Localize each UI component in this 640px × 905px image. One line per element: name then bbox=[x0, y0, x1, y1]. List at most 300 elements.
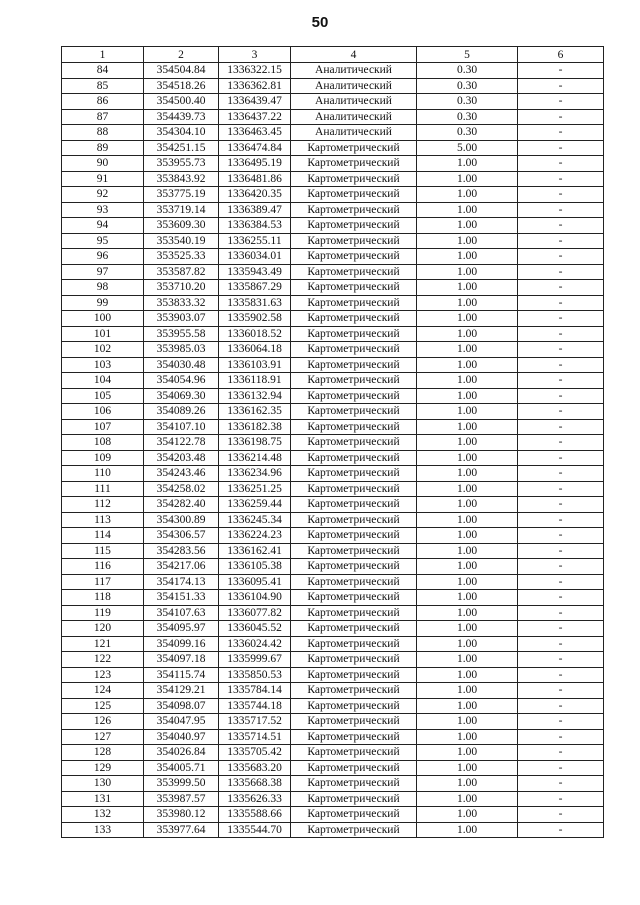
table-cell: 130 bbox=[62, 776, 144, 792]
table-cell: 123 bbox=[62, 667, 144, 683]
table-cell: - bbox=[518, 698, 604, 714]
table-cell: 1335850.53 bbox=[219, 667, 291, 683]
table-cell: Картометрический bbox=[291, 481, 417, 497]
table-cell: - bbox=[518, 621, 604, 637]
table-row bbox=[62, 264, 604, 280]
table-cell: 354304.10 bbox=[144, 125, 219, 141]
table-cell: 1.00 bbox=[417, 543, 518, 559]
table-cell: 354283.56 bbox=[144, 543, 219, 559]
table-cell: 90 bbox=[62, 156, 144, 172]
table-cell: 354089.26 bbox=[144, 404, 219, 420]
table-cell: 1336255.11 bbox=[219, 233, 291, 249]
table-row bbox=[62, 807, 604, 823]
table-cell: 353833.32 bbox=[144, 295, 219, 311]
table-cell: - bbox=[518, 419, 604, 435]
table-row bbox=[62, 745, 604, 761]
table-cell: 1.00 bbox=[417, 683, 518, 699]
table-cell: 1336103.91 bbox=[219, 357, 291, 373]
table-cell: 119 bbox=[62, 605, 144, 621]
table-cell: 1336495.19 bbox=[219, 156, 291, 172]
table-cell: 1.00 bbox=[417, 590, 518, 606]
table-cell: - bbox=[518, 125, 604, 141]
table-cell: 1336481.86 bbox=[219, 171, 291, 187]
table-cell: 353955.73 bbox=[144, 156, 219, 172]
table-cell: Картометрический bbox=[291, 249, 417, 265]
table-row bbox=[62, 78, 604, 94]
table-cell: 1335683.20 bbox=[219, 760, 291, 776]
table-cell: 354439.73 bbox=[144, 109, 219, 125]
table-cell: - bbox=[518, 481, 604, 497]
table-cell: 1.00 bbox=[417, 481, 518, 497]
table-cell: 354243.46 bbox=[144, 466, 219, 482]
table-row bbox=[62, 776, 604, 792]
table-cell: 131 bbox=[62, 791, 144, 807]
table-cell: 101 bbox=[62, 326, 144, 342]
table-cell: 97 bbox=[62, 264, 144, 280]
table-cell: - bbox=[518, 652, 604, 668]
table-cell: Картометрический bbox=[291, 466, 417, 482]
table-cell: 1335668.38 bbox=[219, 776, 291, 792]
table-cell: 354030.48 bbox=[144, 357, 219, 373]
table-cell: Картометрический bbox=[291, 636, 417, 652]
table-cell: 96 bbox=[62, 249, 144, 265]
table-cell: 1335902.58 bbox=[219, 311, 291, 327]
table-row bbox=[62, 729, 604, 745]
table-cell: 353985.03 bbox=[144, 342, 219, 358]
table-cell: - bbox=[518, 636, 604, 652]
table-cell: 354203.48 bbox=[144, 450, 219, 466]
table-cell: 1.00 bbox=[417, 171, 518, 187]
table-cell: 354026.84 bbox=[144, 745, 219, 761]
table-row bbox=[62, 419, 604, 435]
table-cell: 354115.74 bbox=[144, 667, 219, 683]
table-cell: 128 bbox=[62, 745, 144, 761]
table-cell: 104 bbox=[62, 373, 144, 389]
table-cell: 1.00 bbox=[417, 388, 518, 404]
table-cell: 1.00 bbox=[417, 156, 518, 172]
table-cell: 1335943.49 bbox=[219, 264, 291, 280]
table-cell: - bbox=[518, 342, 604, 358]
table-cell: Картометрический bbox=[291, 791, 417, 807]
table-cell: Картометрический bbox=[291, 497, 417, 513]
table-cell: - bbox=[518, 311, 604, 327]
table-cell: 113 bbox=[62, 512, 144, 528]
table-cell: 1.00 bbox=[417, 218, 518, 234]
table-cell: 1.00 bbox=[417, 497, 518, 513]
table-cell: 354099.16 bbox=[144, 636, 219, 652]
table-cell: - bbox=[518, 171, 604, 187]
table-cell: 99 bbox=[62, 295, 144, 311]
table-cell: 102 bbox=[62, 342, 144, 358]
table-cell: 1.00 bbox=[417, 311, 518, 327]
table-cell: 1335867.29 bbox=[219, 280, 291, 296]
table-row bbox=[62, 357, 604, 373]
table-cell: 354300.89 bbox=[144, 512, 219, 528]
table-cell: 1336322.15 bbox=[219, 63, 291, 79]
table-cell: 1336259.44 bbox=[219, 497, 291, 513]
table-cell: 0.30 bbox=[417, 125, 518, 141]
table-cell: 87 bbox=[62, 109, 144, 125]
table-cell: 122 bbox=[62, 652, 144, 668]
table-cell: 354069.30 bbox=[144, 388, 219, 404]
table-row bbox=[62, 574, 604, 590]
table-row bbox=[62, 760, 604, 776]
table-cell: Аналитический bbox=[291, 125, 417, 141]
table-cell: 85 bbox=[62, 78, 144, 94]
table-cell: 353999.50 bbox=[144, 776, 219, 792]
table-row bbox=[62, 342, 604, 358]
table-cell: - bbox=[518, 714, 604, 730]
table-cell: Картометрический bbox=[291, 574, 417, 590]
table-cell: 354097.18 bbox=[144, 652, 219, 668]
table-cell: 1336064.18 bbox=[219, 342, 291, 358]
table-cell: 1.00 bbox=[417, 621, 518, 637]
table-cell: 354095.97 bbox=[144, 621, 219, 637]
table-row bbox=[62, 497, 604, 513]
table-row bbox=[62, 605, 604, 621]
table-cell: - bbox=[518, 218, 604, 234]
table-cell: 133 bbox=[62, 822, 144, 838]
table-row bbox=[62, 233, 604, 249]
table-cell: Картометрический bbox=[291, 311, 417, 327]
table-cell: - bbox=[518, 776, 604, 792]
column-header: 6 bbox=[518, 47, 604, 63]
table-cell: Картометрический bbox=[291, 683, 417, 699]
table-cell: Картометрический bbox=[291, 342, 417, 358]
table-cell: Картометрический bbox=[291, 667, 417, 683]
table-row bbox=[62, 218, 604, 234]
table-row bbox=[62, 636, 604, 652]
table-cell: 354040.97 bbox=[144, 729, 219, 745]
table-cell: Картометрический bbox=[291, 450, 417, 466]
table-cell: - bbox=[518, 807, 604, 823]
table-cell: 1.00 bbox=[417, 326, 518, 342]
table-cell: Картометрический bbox=[291, 373, 417, 389]
table-row bbox=[62, 311, 604, 327]
table-cell: 98 bbox=[62, 280, 144, 296]
table-cell: 118 bbox=[62, 590, 144, 606]
table-cell: 1.00 bbox=[417, 249, 518, 265]
table-cell: 354500.40 bbox=[144, 94, 219, 110]
table-cell: 1336437.22 bbox=[219, 109, 291, 125]
table-row bbox=[62, 698, 604, 714]
table-cell: 95 bbox=[62, 233, 144, 249]
table-cell: 120 bbox=[62, 621, 144, 637]
table-cell: 1.00 bbox=[417, 404, 518, 420]
table-cell: 112 bbox=[62, 497, 144, 513]
table-cell: - bbox=[518, 466, 604, 482]
table-cell: Картометрический bbox=[291, 714, 417, 730]
table-cell: - bbox=[518, 326, 604, 342]
table-cell: 1.00 bbox=[417, 760, 518, 776]
table-cell: 107 bbox=[62, 419, 144, 435]
table-cell: 354251.15 bbox=[144, 140, 219, 156]
table-row bbox=[62, 559, 604, 575]
table-cell: Картометрический bbox=[291, 807, 417, 823]
table-cell: - bbox=[518, 683, 604, 699]
table-cell: 353955.58 bbox=[144, 326, 219, 342]
table-cell: 1.00 bbox=[417, 187, 518, 203]
table-row bbox=[62, 249, 604, 265]
table-cell: 1.00 bbox=[417, 295, 518, 311]
table-cell: 1336474.84 bbox=[219, 140, 291, 156]
table-cell: - bbox=[518, 543, 604, 559]
table-row bbox=[62, 714, 604, 730]
table-cell: 1.00 bbox=[417, 636, 518, 652]
table-cell: 1.00 bbox=[417, 280, 518, 296]
table-row bbox=[62, 683, 604, 699]
table-cell: 1335744.18 bbox=[219, 698, 291, 714]
table-cell: 1335831.63 bbox=[219, 295, 291, 311]
table-cell: 1.00 bbox=[417, 605, 518, 621]
table-cell: 353775.19 bbox=[144, 187, 219, 203]
table-cell: 1335626.33 bbox=[219, 791, 291, 807]
table-cell: 1.00 bbox=[417, 822, 518, 838]
table-cell: 1.00 bbox=[417, 652, 518, 668]
table-cell: - bbox=[518, 435, 604, 451]
table-cell: Картометрический bbox=[291, 745, 417, 761]
table-row bbox=[62, 202, 604, 218]
table-cell: 105 bbox=[62, 388, 144, 404]
table-cell: 353987.57 bbox=[144, 791, 219, 807]
table-row bbox=[62, 187, 604, 203]
table-cell: - bbox=[518, 233, 604, 249]
table-cell: 1.00 bbox=[417, 667, 518, 683]
table-cell: 354518.26 bbox=[144, 78, 219, 94]
table-cell: 106 bbox=[62, 404, 144, 420]
table-cell: 129 bbox=[62, 760, 144, 776]
table-cell: - bbox=[518, 729, 604, 745]
table-cell: 1336095.41 bbox=[219, 574, 291, 590]
table-cell: Картометрический bbox=[291, 218, 417, 234]
table-cell: 1336182.38 bbox=[219, 419, 291, 435]
table-cell: Картометрический bbox=[291, 357, 417, 373]
table-cell: Картометрический bbox=[291, 187, 417, 203]
table-cell: 354047.95 bbox=[144, 714, 219, 730]
table-cell: 1.00 bbox=[417, 512, 518, 528]
table-cell: 353587.82 bbox=[144, 264, 219, 280]
table-cell: 1.00 bbox=[417, 807, 518, 823]
table-cell: Картометрический bbox=[291, 559, 417, 575]
table-cell: 1336384.53 bbox=[219, 218, 291, 234]
table-cell: 86 bbox=[62, 94, 144, 110]
table-cell: 1.00 bbox=[417, 435, 518, 451]
table-cell: 1.00 bbox=[417, 466, 518, 482]
page-number: 50 bbox=[311, 14, 329, 31]
table-cell: 132 bbox=[62, 807, 144, 823]
table-cell: Аналитический bbox=[291, 78, 417, 94]
table-cell: 1336234.96 bbox=[219, 466, 291, 482]
table-row bbox=[62, 466, 604, 482]
table-cell: - bbox=[518, 373, 604, 389]
table-row bbox=[62, 791, 604, 807]
table-cell: Аналитический bbox=[291, 63, 417, 79]
table-cell: 93 bbox=[62, 202, 144, 218]
table-cell: 1336198.75 bbox=[219, 435, 291, 451]
table-cell: 0.30 bbox=[417, 78, 518, 94]
table-cell: 1.00 bbox=[417, 450, 518, 466]
table-cell: 121 bbox=[62, 636, 144, 652]
table-row bbox=[62, 822, 604, 838]
table-cell: 354107.63 bbox=[144, 605, 219, 621]
table-cell: - bbox=[518, 249, 604, 265]
table-cell: - bbox=[518, 450, 604, 466]
table-cell: 1336463.45 bbox=[219, 125, 291, 141]
table-cell: - bbox=[518, 280, 604, 296]
table-cell: 354129.21 bbox=[144, 683, 219, 699]
table-cell: Картометрический bbox=[291, 280, 417, 296]
column-header: 1 bbox=[62, 47, 144, 63]
table-cell: 354504.84 bbox=[144, 63, 219, 79]
table-cell: 1335705.42 bbox=[219, 745, 291, 761]
table-cell: 1336162.41 bbox=[219, 543, 291, 559]
table-cell: 1336018.52 bbox=[219, 326, 291, 342]
table-row bbox=[62, 621, 604, 637]
table-cell: 354151.33 bbox=[144, 590, 219, 606]
table-cell: 117 bbox=[62, 574, 144, 590]
table-cell: 91 bbox=[62, 171, 144, 187]
table-row bbox=[62, 388, 604, 404]
table-cell: Картометрический bbox=[291, 652, 417, 668]
table-cell: 1336077.82 bbox=[219, 605, 291, 621]
column-header: 3 bbox=[219, 47, 291, 63]
table-cell: 1336024.42 bbox=[219, 636, 291, 652]
table-row bbox=[62, 481, 604, 497]
table-cell: 1336224.23 bbox=[219, 528, 291, 544]
table-row bbox=[62, 94, 604, 110]
table-cell: 354054.96 bbox=[144, 373, 219, 389]
table-row bbox=[62, 140, 604, 156]
table-cell: - bbox=[518, 497, 604, 513]
table-cell: 1336118.91 bbox=[219, 373, 291, 389]
table-cell: 125 bbox=[62, 698, 144, 714]
table-cell: Картометрический bbox=[291, 326, 417, 342]
table-cell: 353719.14 bbox=[144, 202, 219, 218]
table-cell: Картометрический bbox=[291, 590, 417, 606]
table-cell: 110 bbox=[62, 466, 144, 482]
table-cell: Картометрический bbox=[291, 698, 417, 714]
table-cell: 1.00 bbox=[417, 419, 518, 435]
table-cell: Картометрический bbox=[291, 760, 417, 776]
table-cell: 100 bbox=[62, 311, 144, 327]
table-header-row bbox=[62, 47, 604, 63]
table-row bbox=[62, 326, 604, 342]
table-cell: - bbox=[518, 528, 604, 544]
table-cell: 0.30 bbox=[417, 94, 518, 110]
table-cell: 353609.30 bbox=[144, 218, 219, 234]
table-cell: 354174.13 bbox=[144, 574, 219, 590]
table-cell: 354005.71 bbox=[144, 760, 219, 776]
table-cell: Картометрический bbox=[291, 233, 417, 249]
table-row bbox=[62, 590, 604, 606]
table-cell: - bbox=[518, 512, 604, 528]
table-cell: 1335717.52 bbox=[219, 714, 291, 730]
table-cell: 1336362.81 bbox=[219, 78, 291, 94]
table-cell: Картометрический bbox=[291, 388, 417, 404]
table-cell: Картометрический bbox=[291, 822, 417, 838]
table-cell: 1.00 bbox=[417, 698, 518, 714]
table-cell: 1.00 bbox=[417, 729, 518, 745]
table-cell: - bbox=[518, 590, 604, 606]
table-cell: 1336162.35 bbox=[219, 404, 291, 420]
table-cell: 353525.33 bbox=[144, 249, 219, 265]
table-cell: - bbox=[518, 78, 604, 94]
table-cell: 92 bbox=[62, 187, 144, 203]
table-cell: 353540.19 bbox=[144, 233, 219, 249]
table-cell: Картометрический bbox=[291, 404, 417, 420]
table-cell: Картометрический bbox=[291, 171, 417, 187]
table-cell: - bbox=[518, 109, 604, 125]
table-cell: 354306.57 bbox=[144, 528, 219, 544]
table-cell: 94 bbox=[62, 218, 144, 234]
table-cell: 354217.06 bbox=[144, 559, 219, 575]
table-cell: 115 bbox=[62, 543, 144, 559]
table-cell: 354122.78 bbox=[144, 435, 219, 451]
table-cell: Картометрический bbox=[291, 202, 417, 218]
table-cell: Картометрический bbox=[291, 528, 417, 544]
table-row bbox=[62, 450, 604, 466]
table-cell: Картометрический bbox=[291, 264, 417, 280]
table-cell: 1336034.01 bbox=[219, 249, 291, 265]
table-row bbox=[62, 156, 604, 172]
table-cell: Картометрический bbox=[291, 776, 417, 792]
table-cell: 1336214.48 bbox=[219, 450, 291, 466]
table-cell: Картометрический bbox=[291, 419, 417, 435]
table-cell: Картометрический bbox=[291, 156, 417, 172]
table-row bbox=[62, 543, 604, 559]
table-cell: Картометрический bbox=[291, 295, 417, 311]
table-cell: - bbox=[518, 187, 604, 203]
column-header: 2 bbox=[144, 47, 219, 63]
table-cell: - bbox=[518, 760, 604, 776]
table-cell: Картометрический bbox=[291, 605, 417, 621]
table-cell: 1.00 bbox=[417, 559, 518, 575]
table-cell: - bbox=[518, 559, 604, 575]
table-cell: 353977.64 bbox=[144, 822, 219, 838]
table-cell: 353710.20 bbox=[144, 280, 219, 296]
table-cell: 0.30 bbox=[417, 109, 518, 125]
table-cell: 1.00 bbox=[417, 202, 518, 218]
table-cell: Аналитический bbox=[291, 109, 417, 125]
table-cell: - bbox=[518, 295, 604, 311]
table-cell: - bbox=[518, 388, 604, 404]
table-cell: 1335784.14 bbox=[219, 683, 291, 699]
table-cell: 116 bbox=[62, 559, 144, 575]
table-cell: - bbox=[518, 745, 604, 761]
table-cell: 111 bbox=[62, 481, 144, 497]
table-cell: - bbox=[518, 404, 604, 420]
table-cell: - bbox=[518, 156, 604, 172]
table-row bbox=[62, 125, 604, 141]
table-cell: 0.30 bbox=[417, 63, 518, 79]
table-cell: - bbox=[518, 264, 604, 280]
table-cell: - bbox=[518, 791, 604, 807]
table-cell: 1336389.47 bbox=[219, 202, 291, 218]
table-cell: 353980.12 bbox=[144, 807, 219, 823]
table-cell: Картометрический bbox=[291, 140, 417, 156]
table-row bbox=[62, 435, 604, 451]
table-cell: 354258.02 bbox=[144, 481, 219, 497]
table-cell: - bbox=[518, 140, 604, 156]
table-cell: 1336132.94 bbox=[219, 388, 291, 404]
table-cell: 354282.40 bbox=[144, 497, 219, 513]
table-cell: 1336245.34 bbox=[219, 512, 291, 528]
table-cell: Картометрический bbox=[291, 543, 417, 559]
table-cell: - bbox=[518, 202, 604, 218]
table-cell: 1.00 bbox=[417, 776, 518, 792]
table-cell: 114 bbox=[62, 528, 144, 544]
table-cell: - bbox=[518, 667, 604, 683]
